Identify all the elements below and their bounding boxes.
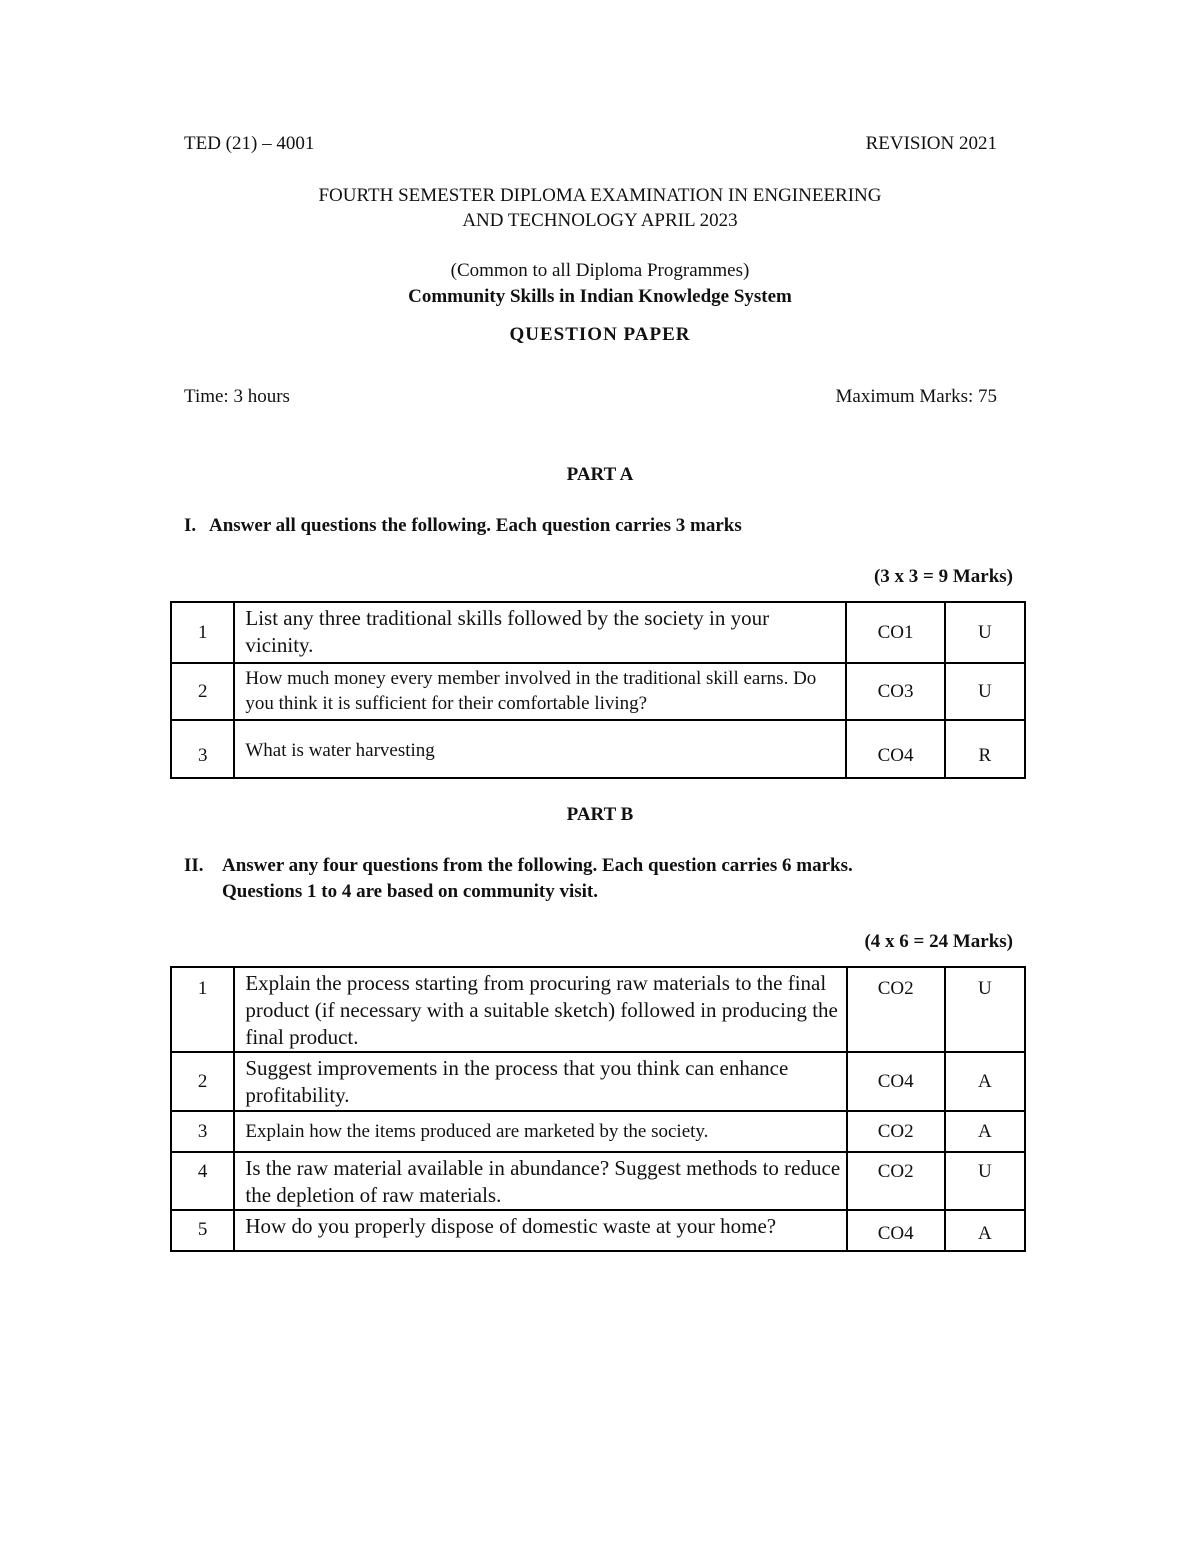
question-number: 3 — [171, 1111, 234, 1152]
subject-title: Community Skills in Indian Knowledge System — [408, 286, 792, 307]
question-text: Suggest improvements in the process that you think can enhance profitability. — [234, 1052, 846, 1111]
common-programmes: (Common to all Diploma Programmes) — [450, 260, 750, 281]
question-text: Explain the process starting from procuring raw materials to the final product (if necessary with a suitable sketch) followed in producing the final product. — [234, 967, 846, 1052]
exam-title-line1: FOURTH SEMESTER DIPLOMA EXAMINATION IN ENGINEERING — [318, 185, 882, 206]
table-row — [171, 1111, 1025, 1152]
table-row — [171, 720, 1025, 778]
cognitive-level: U — [945, 602, 1025, 663]
time-allowed: Time: 3 hours — [184, 386, 290, 407]
table-row — [171, 663, 1025, 720]
question-number: 3 — [171, 720, 234, 778]
part-b-instruction-number: II. — [184, 855, 204, 876]
part-a-table — [170, 601, 1026, 779]
question-number: 1 — [171, 967, 234, 1052]
course-outcome: CO4 — [847, 1210, 945, 1251]
course-outcome: CO2 — [847, 967, 945, 1052]
course-outcome: CO4 — [846, 720, 944, 778]
part-a-instruction-text: Answer all questions the following. Each question carries 3 marks — [209, 515, 742, 536]
cognitive-level: A — [945, 1052, 1025, 1111]
part-a-title: PART A — [566, 464, 634, 485]
table-row — [171, 1210, 1025, 1251]
question-number: 5 — [171, 1210, 234, 1251]
revision-label: REVISION 2021 — [865, 133, 997, 154]
cognitive-level: U — [945, 663, 1025, 720]
cognitive-level: U — [945, 967, 1025, 1052]
question-text: How much money every member involved in the traditional skill earns. Do you think it is sufficient for their comfortable living? — [234, 663, 846, 720]
course-outcome: CO1 — [846, 602, 944, 663]
cognitive-level: A — [945, 1111, 1025, 1152]
maximum-marks: Maximum Marks: 75 — [835, 386, 997, 407]
course-outcome: CO2 — [847, 1152, 945, 1210]
cognitive-level: A — [945, 1210, 1025, 1251]
course-outcome: CO3 — [846, 663, 944, 720]
question-text: Explain how the items produced are marketed by the society. — [234, 1111, 846, 1152]
part-b-marks: (4 x 6 = 24 Marks) — [864, 931, 1013, 952]
question-text: List any three traditional skills followed by the society in your vicinity. — [234, 602, 846, 663]
part-b-title: PART B — [566, 804, 634, 825]
course-outcome: CO4 — [847, 1052, 945, 1111]
table-row — [171, 967, 1025, 1052]
question-number: 2 — [171, 1052, 234, 1111]
part-a-instruction-number: I. — [184, 515, 197, 536]
question-paper-heading: QUESTION PAPER — [509, 324, 691, 345]
paper-code: TED (21) – 4001 — [184, 133, 315, 154]
question-text: How do you properly dispose of domestic waste at your home? — [234, 1210, 846, 1251]
question-text: What is water harvesting — [234, 720, 846, 778]
cognitive-level: R — [945, 720, 1025, 778]
question-number: 1 — [171, 602, 234, 663]
question-text: Is the raw material available in abundance? Suggest methods to reduce the depletion of raw materials. — [234, 1152, 846, 1210]
table-row — [171, 602, 1025, 663]
part-a-instruction — [184, 515, 742, 537]
course-outcome: CO2 — [847, 1111, 945, 1152]
exam-title-line2: AND TECHNOLOGY APRIL 2023 — [462, 210, 738, 231]
part-a-marks: (3 x 3 = 9 Marks) — [873, 566, 1013, 587]
part-b-instruction-text-line1: Answer any four questions from the following. Each question carries 6 marks. — [222, 855, 853, 876]
question-number: 4 — [171, 1152, 234, 1210]
part-b-instruction — [184, 855, 853, 877]
table-row — [171, 1152, 1025, 1210]
cognitive-level: U — [945, 1152, 1025, 1210]
part-b-table — [170, 966, 1026, 1252]
question-number: 2 — [171, 663, 234, 720]
table-row — [171, 1052, 1025, 1111]
part-b-instruction-text-line2: Questions 1 to 4 are based on community visit. — [222, 881, 598, 902]
